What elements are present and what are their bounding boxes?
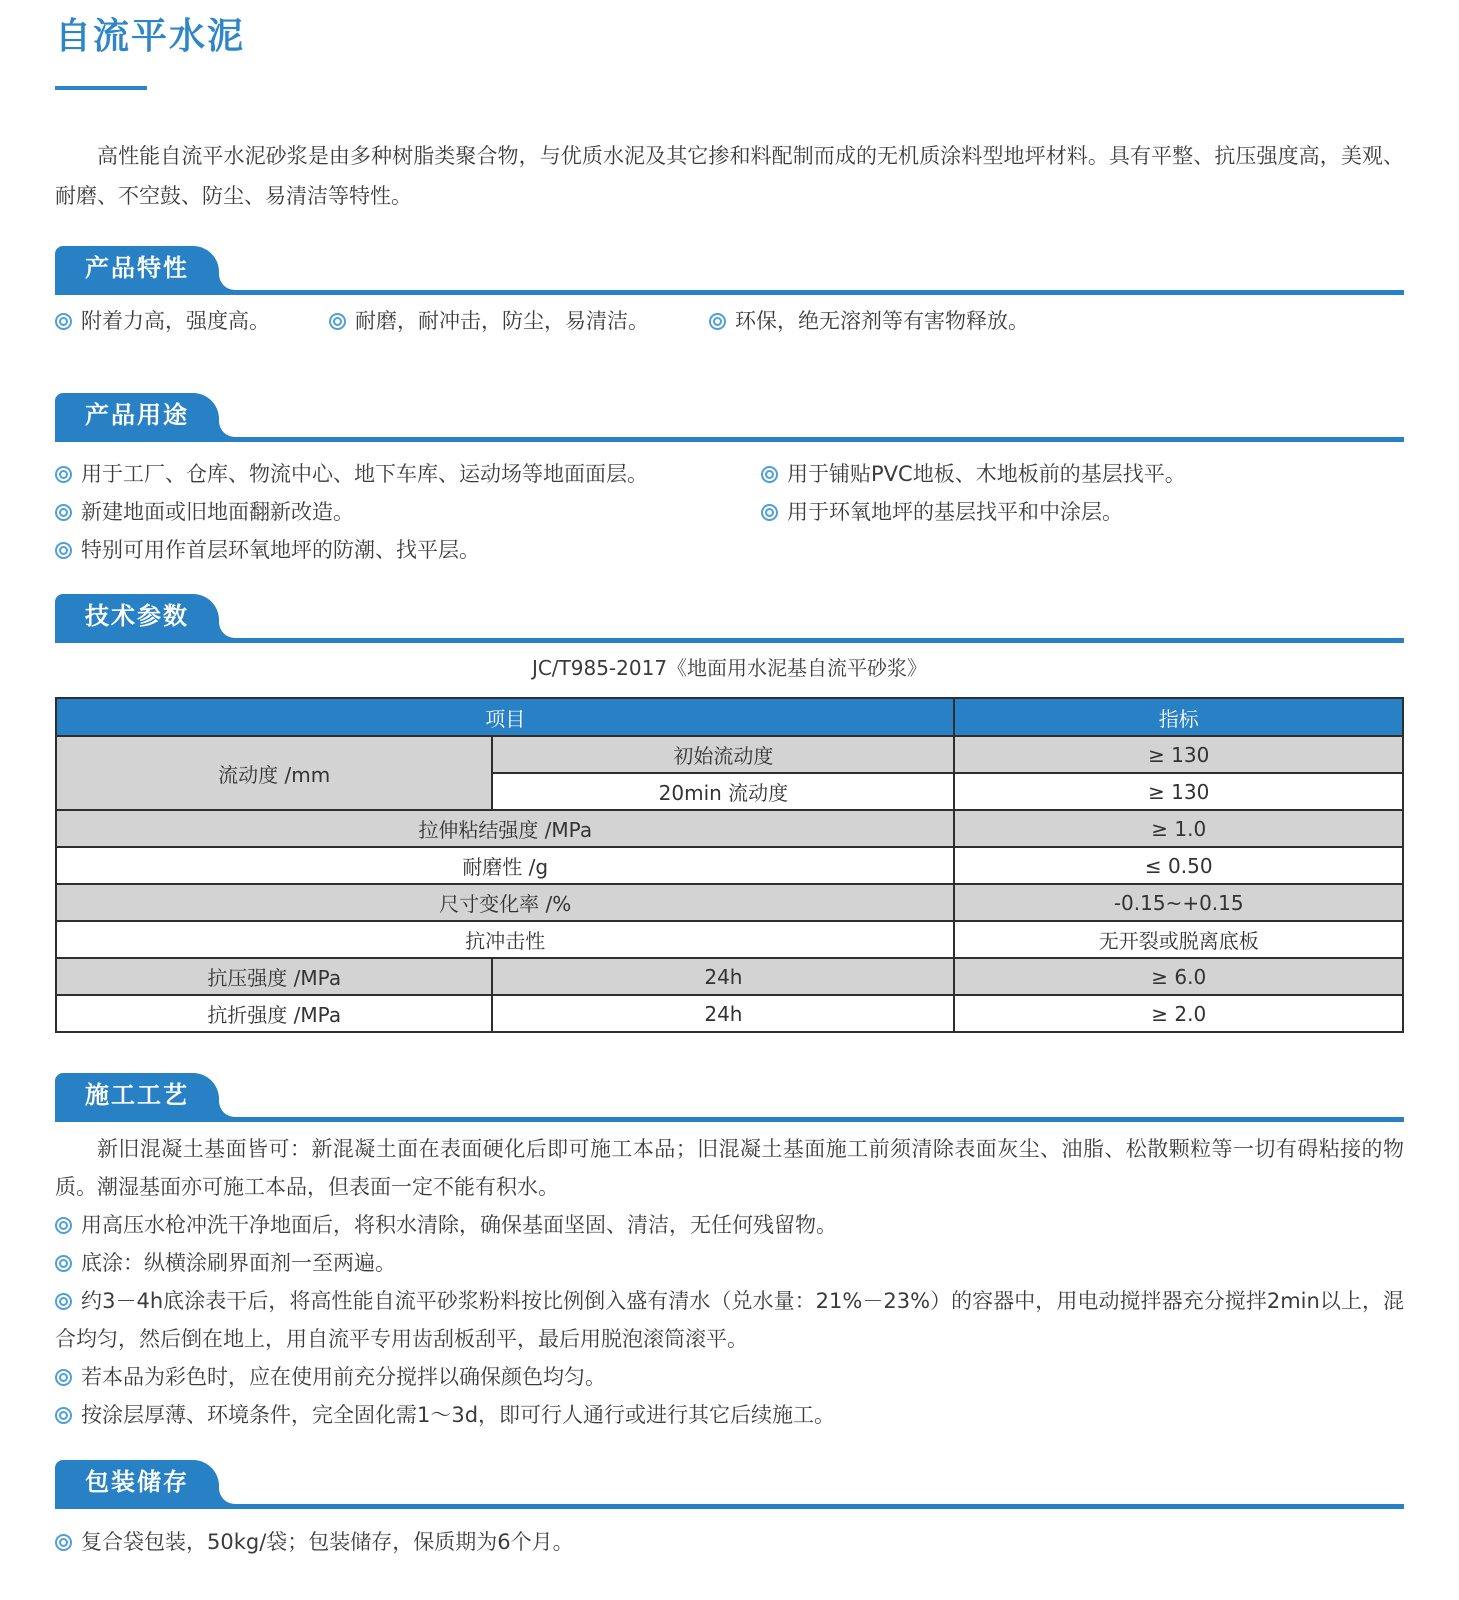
section-heading: 施工工艺 [85, 1081, 189, 1109]
section-header-features [55, 246, 1404, 295]
table-cell: ≤ 0.50 [954, 847, 1403, 884]
intro-paragraph: 高性能自流平水泥砂浆是由多种树脂类聚合物，与优质水泥及其它掺和料配制而成的无机质涂料型地坪材料。具有平整、抗压强度高，美观、耐磨、不空鼓、防尘、易清洁等特性。 [55, 144, 1404, 208]
section-badge-packaging [55, 1460, 219, 1504]
bullseye-bullet-icon [55, 1255, 72, 1272]
section-heading: 技术参数 [85, 602, 189, 630]
bullseye-bullet-icon [55, 1534, 72, 1551]
page-title: 自流平水泥 [55, 16, 246, 57]
table-cell: 拉伸粘结强度 /MPa [56, 810, 954, 847]
table-row [56, 847, 1403, 884]
col-header-item: 项目 [56, 698, 954, 736]
process-step [55, 1282, 1404, 1358]
feature-text: 环保，绝无溶剂等有害物释放。 [735, 309, 1029, 333]
table-cell: 24h [492, 995, 954, 1032]
bullseye-bullet-icon [55, 1293, 72, 1310]
bullseye-bullet-icon [55, 542, 72, 559]
process-step [55, 1358, 1404, 1396]
table-cell: 20min 流动度 [492, 773, 954, 810]
feature-text: 附着力高，强度高。 [81, 309, 270, 333]
list-item [55, 532, 761, 570]
uses-list-left [55, 456, 761, 570]
bullseye-bullet-icon [55, 313, 72, 330]
section-header-tech [55, 594, 1404, 643]
process-step-text: 按涂层厚薄、环境条件，完全固化需1～3d，即可行人通行或进行其它后续施工。 [81, 1403, 836, 1427]
col-header-index: 指标 [954, 698, 1403, 736]
features-list [55, 303, 1404, 341]
list-item [55, 494, 761, 532]
table-cell: ≥ 1.0 [954, 810, 1403, 847]
table-cell: 耐磨性 /g [56, 847, 954, 884]
table-row [56, 958, 1403, 995]
table-cell: 初始流动度 [492, 736, 954, 773]
bullseye-bullet-icon [55, 1369, 72, 1386]
bullseye-bullet-icon [55, 1407, 72, 1424]
list-item [709, 303, 1029, 341]
table-cell: 抗冲击性 [56, 921, 954, 958]
section-heading: 产品用途 [85, 401, 189, 429]
bullseye-bullet-icon [55, 1217, 72, 1234]
bullseye-bullet-icon [55, 466, 72, 483]
packaging-item [55, 1523, 1404, 1561]
table-cell: 抗折强度 /MPa [56, 995, 492, 1032]
feature-text: 耐磨，耐冲击，防尘，易清洁。 [355, 309, 649, 333]
table-cell: 无开裂或脱离底板 [954, 921, 1403, 958]
table-row [56, 736, 1403, 773]
table-cell: ≥ 130 [954, 736, 1403, 773]
table-cell: ≥ 130 [954, 773, 1403, 810]
table-cell: -0.15~+0.15 [954, 884, 1403, 921]
table-cell: ≥ 2.0 [954, 995, 1403, 1032]
section-badge-features [55, 246, 219, 290]
table-row [56, 921, 1403, 958]
table-header-row [56, 698, 1403, 736]
section-badge-uses [55, 393, 219, 437]
process-step-text: 底涂：纵横涂刷界面剂一至两遍。 [81, 1251, 396, 1275]
table-cell: 尺寸变化率 /% [56, 884, 954, 921]
use-text: 用于环氧地坪的基层找平和中涂层。 [787, 500, 1123, 524]
section-heading: 包装储存 [85, 1468, 189, 1496]
section-header-process [55, 1073, 1404, 1122]
process-step-text: 用高压水枪冲洗干净地面后，将积水清除，确保基面坚固、清洁，无任何残留物。 [81, 1213, 837, 1237]
process-intro: 新旧混凝土基面皆可：新混凝土面在表面硬化后即可施工本品；旧混凝土基面施工前须清除表面灰尘、油脂、松散颗粒等一切有碍粘接的物质。潮湿基面亦可施工本品，但表面一定不能有积水。 [55, 1137, 1404, 1199]
section-badge-tech [55, 594, 219, 638]
process-step-text: 若本品为彩色时，应在使用前充分搅拌以确保颜色均匀。 [81, 1365, 606, 1389]
uses-columns [55, 456, 1404, 570]
process-step [55, 1396, 1404, 1434]
table-row [56, 810, 1403, 847]
list-item [761, 494, 1186, 532]
table-row [56, 995, 1403, 1032]
process-step-text: 约3－4h底涂表干后，将高性能自流平砂浆粉料按比例倒入盛有清水（兑水量：21%－23%）的容器中，用电动搅拌器充分搅拌2min以上，混合均匀，然后倒在地上，用自流平专用齿刮板刮平，最后用脱泡滚筒滚平。 [55, 1289, 1404, 1351]
table-cell: 24h [492, 958, 954, 995]
process-step [55, 1244, 1404, 1282]
bullseye-bullet-icon [761, 466, 778, 483]
table-row [56, 884, 1403, 921]
use-text: 用于铺贴PVC地板、木地板前的基层找平。 [787, 462, 1186, 486]
title-underline [55, 86, 147, 90]
list-item [55, 456, 761, 494]
use-text: 特别可用作首层环氧地坪的防潮、找平层。 [81, 538, 480, 562]
list-item [55, 303, 329, 341]
bullseye-bullet-icon [329, 313, 346, 330]
table-caption: JC/T985-2017《地面用水泥基自流平砂浆》 [531, 656, 928, 680]
uses-list-right [761, 456, 1186, 570]
table-cell: ≥ 6.0 [954, 958, 1403, 995]
use-text: 用于工厂、仓库、物流中心、地下车库、运动场等地面面层。 [81, 462, 648, 486]
process-step [55, 1206, 1404, 1244]
bullseye-bullet-icon [761, 504, 778, 521]
table-cell: 抗压强度 /MPa [56, 958, 492, 995]
bullseye-bullet-icon [55, 504, 72, 521]
use-text: 新建地面或旧地面翻新改造。 [81, 500, 354, 524]
section-badge-process [55, 1073, 219, 1117]
section-header-uses [55, 393, 1404, 442]
bullseye-bullet-icon [709, 313, 726, 330]
table-cell: 流动度 /mm [56, 736, 492, 810]
tech-spec-table [55, 697, 1404, 1033]
packaging-text: 复合袋包装，50kg/袋；包装储存，保质期为6个月。 [81, 1530, 574, 1554]
list-item [761, 456, 1186, 494]
section-heading: 产品特性 [85, 254, 189, 282]
section-header-packaging [55, 1460, 1404, 1509]
list-item [329, 303, 709, 341]
process-instructions [55, 1130, 1404, 1434]
